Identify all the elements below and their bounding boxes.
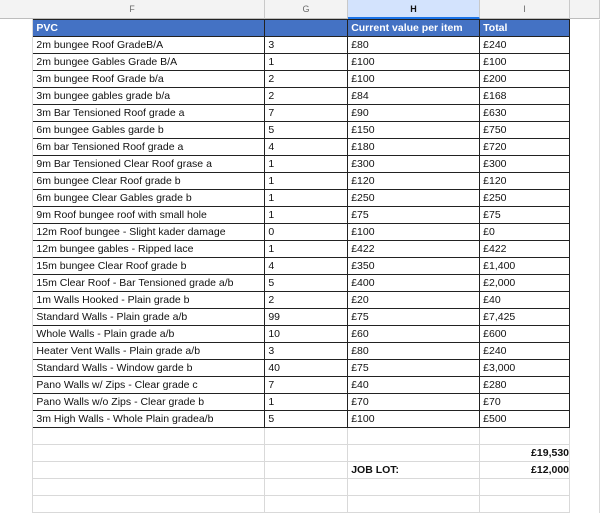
cell[interactable] (570, 258, 600, 275)
cell[interactable] (0, 462, 33, 479)
value-cell[interactable]: £60 (348, 326, 480, 343)
table-row (0, 207, 600, 224)
qty-cell[interactable]: 1 (265, 54, 348, 71)
cell[interactable] (570, 428, 600, 445)
value-cell[interactable]: £100 (348, 54, 480, 71)
qty-cell[interactable]: 0 (265, 224, 348, 241)
qty-cell[interactable]: 2 (265, 71, 348, 88)
qty-cell[interactable]: 5 (265, 275, 348, 292)
total-cell[interactable]: £280 (480, 377, 570, 394)
item-cell[interactable]: 6m bungee Gables garde b (33, 122, 265, 139)
empty-row (0, 428, 600, 445)
cell[interactable] (570, 37, 600, 54)
total-cell[interactable]: £3,000 (480, 360, 570, 377)
table-row (0, 394, 600, 411)
item-cell[interactable]: 6m bungee Clear Roof grade b (33, 173, 265, 190)
cell[interactable] (0, 173, 33, 190)
table-row (0, 411, 600, 428)
table-row (0, 241, 600, 258)
qty-cell[interactable]: 10 (265, 326, 348, 343)
table-row (0, 54, 600, 71)
total-cell[interactable]: £200 (480, 71, 570, 88)
header-item[interactable]: PVC (33, 20, 265, 37)
value-cell[interactable]: £84 (348, 88, 480, 105)
cell[interactable] (570, 173, 600, 190)
item-cell[interactable]: 15m Clear Roof - Bar Tensioned grade a/b (33, 275, 265, 292)
header-qty[interactable] (265, 20, 348, 37)
qty-cell[interactable]: 40 (265, 360, 348, 377)
job-lot-value[interactable]: £12,000 (480, 462, 570, 479)
cell[interactable] (570, 343, 600, 360)
cell[interactable] (265, 428, 348, 445)
cell[interactable] (570, 71, 600, 88)
header-total[interactable]: Total (480, 20, 570, 37)
table-row (0, 105, 600, 122)
total-cell[interactable]: £40 (480, 292, 570, 309)
value-cell[interactable]: £90 (348, 105, 480, 122)
cell[interactable] (570, 88, 600, 105)
table-row (0, 326, 600, 343)
cell[interactable] (480, 496, 570, 513)
item-cell[interactable]: 1m Walls Hooked - Plain grade b (33, 292, 265, 309)
item-cell[interactable]: Whole Walls - Plain grade a/b (33, 326, 265, 343)
item-cell[interactable]: Heater Vent Walls - Plain grade a/b (33, 343, 265, 360)
total-cell[interactable]: £100 (480, 54, 570, 71)
total-cell[interactable]: £250 (480, 190, 570, 207)
cell[interactable] (0, 377, 33, 394)
total-cell[interactable]: £720 (480, 139, 570, 156)
value-cell[interactable]: £100 (348, 411, 480, 428)
value-cell[interactable]: £100 (348, 224, 480, 241)
qty-cell[interactable]: 1 (265, 241, 348, 258)
item-cell[interactable]: 2m bungee Roof GradeB/A (33, 37, 265, 54)
cell[interactable] (570, 156, 600, 173)
cell[interactable] (570, 462, 600, 479)
cell[interactable] (0, 139, 33, 156)
qty-cell[interactable]: 1 (265, 190, 348, 207)
item-cell[interactable]: Standard Walls - Plain grade a/b (33, 309, 265, 326)
column-header-f[interactable]: F (0, 0, 265, 19)
table-row (0, 292, 600, 309)
cell[interactable] (570, 241, 600, 258)
table-row (0, 71, 600, 88)
item-cell[interactable]: 9m Roof bungee roof with small hole (33, 207, 265, 224)
empty-row (0, 496, 600, 513)
cell[interactable] (265, 445, 348, 462)
cell[interactable] (570, 190, 600, 207)
qty-cell[interactable]: 99 (265, 309, 348, 326)
cell[interactable] (0, 428, 33, 445)
qty-cell[interactable]: 4 (265, 258, 348, 275)
data-table (0, 19, 600, 513)
cell[interactable] (0, 190, 33, 207)
cell[interactable] (570, 20, 600, 37)
total-cell[interactable]: £630 (480, 105, 570, 122)
item-cell[interactable]: 12m Roof bungee - Slight kader damage (33, 224, 265, 241)
cell[interactable] (265, 462, 348, 479)
cell[interactable] (0, 394, 33, 411)
qty-cell[interactable]: 5 (265, 411, 348, 428)
cell[interactable] (570, 139, 600, 156)
item-cell[interactable]: Standard Walls - Window garde b (33, 360, 265, 377)
column-header-h[interactable]: H (348, 0, 480, 19)
job-lot-label[interactable]: JOB LOT: (348, 462, 480, 479)
cell[interactable] (0, 122, 33, 139)
total-cell[interactable]: £168 (480, 88, 570, 105)
cell[interactable] (0, 20, 33, 37)
sum-row (0, 445, 600, 462)
table-header-row (0, 20, 600, 37)
cell[interactable] (480, 428, 570, 445)
qty-cell[interactable]: 1 (265, 173, 348, 190)
value-cell[interactable]: £75 (348, 309, 480, 326)
header-value[interactable]: Current value per item (348, 20, 480, 37)
item-cell[interactable]: 2m bungee Gables Grade B/A (33, 54, 265, 71)
cell[interactable] (33, 428, 265, 445)
cell[interactable] (570, 479, 600, 496)
value-cell[interactable]: £75 (348, 360, 480, 377)
cell[interactable] (570, 394, 600, 411)
item-cell[interactable]: 6m bungee Clear Gables grade b (33, 190, 265, 207)
value-cell[interactable]: £422 (348, 241, 480, 258)
item-cell[interactable]: 15m bungee Clear Roof grade b (33, 258, 265, 275)
table-row (0, 37, 600, 54)
value-cell[interactable]: £75 (348, 207, 480, 224)
qty-cell[interactable]: 4 (265, 139, 348, 156)
item-cell[interactable]: 12m bungee gables - Ripped lace (33, 241, 265, 258)
value-cell[interactable]: £70 (348, 394, 480, 411)
table-row (0, 309, 600, 326)
value-cell[interactable]: £400 (348, 275, 480, 292)
total-cell[interactable]: £240 (480, 343, 570, 360)
total-cell[interactable]: £300 (480, 156, 570, 173)
cell[interactable] (480, 479, 570, 496)
table-row (0, 190, 600, 207)
qty-cell[interactable]: 3 (265, 37, 348, 54)
item-cell[interactable]: 9m Bar Tensioned Clear Roof grase a (33, 156, 265, 173)
cell[interactable] (570, 122, 600, 139)
table-row (0, 173, 600, 190)
cell[interactable] (33, 445, 265, 462)
value-cell[interactable]: £180 (348, 139, 480, 156)
cell[interactable] (0, 105, 33, 122)
item-cell[interactable]: 3m bungee gables grade b/a (33, 88, 265, 105)
total-cell[interactable]: £70 (480, 394, 570, 411)
cell[interactable] (0, 326, 33, 343)
cell[interactable] (570, 445, 600, 462)
job-lot-row (0, 462, 600, 479)
value-cell[interactable]: £80 (348, 343, 480, 360)
table-row (0, 258, 600, 275)
sum-total-cell[interactable]: £19,530 (480, 445, 570, 462)
cell[interactable] (570, 207, 600, 224)
qty-cell[interactable]: 5 (265, 122, 348, 139)
table-row (0, 377, 600, 394)
column-header-i[interactable]: I (480, 0, 570, 19)
cell[interactable] (0, 156, 33, 173)
total-cell[interactable]: £7,425 (480, 309, 570, 326)
cell[interactable] (570, 309, 600, 326)
table-row (0, 139, 600, 156)
value-cell[interactable]: £40 (348, 377, 480, 394)
qty-cell[interactable]: 2 (265, 292, 348, 309)
qty-cell[interactable]: 7 (265, 105, 348, 122)
item-cell[interactable]: Pano Walls w/ Zips - Clear grade c (33, 377, 265, 394)
value-cell[interactable]: £300 (348, 156, 480, 173)
value-cell[interactable]: £20 (348, 292, 480, 309)
cell[interactable] (570, 224, 600, 241)
cell[interactable] (0, 496, 33, 513)
cell[interactable] (348, 479, 480, 496)
cell[interactable] (0, 207, 33, 224)
cell[interactable] (0, 224, 33, 241)
cell[interactable] (33, 462, 265, 479)
item-cell[interactable]: 6m bar Tensioned Roof grade a (33, 139, 265, 156)
cell[interactable] (0, 360, 33, 377)
total-cell[interactable]: £240 (480, 37, 570, 54)
cell[interactable] (265, 496, 348, 513)
qty-cell[interactable]: 7 (265, 377, 348, 394)
qty-cell[interactable]: 1 (265, 394, 348, 411)
cell[interactable] (0, 309, 33, 326)
total-cell[interactable]: £0 (480, 224, 570, 241)
total-cell[interactable]: £2,000 (480, 275, 570, 292)
cell[interactable] (570, 496, 600, 513)
cell[interactable] (265, 479, 348, 496)
table-row (0, 343, 600, 360)
cell[interactable] (570, 360, 600, 377)
qty-cell[interactable]: 2 (265, 88, 348, 105)
qty-cell[interactable]: 1 (265, 156, 348, 173)
cell[interactable] (0, 37, 33, 54)
table-row (0, 275, 600, 292)
cell[interactable] (570, 54, 600, 71)
table-row (0, 122, 600, 139)
cell[interactable] (570, 411, 600, 428)
column-header-next[interactable] (570, 0, 600, 19)
total-cell[interactable]: £120 (480, 173, 570, 190)
cell[interactable] (570, 105, 600, 122)
total-cell[interactable]: £422 (480, 241, 570, 258)
item-cell[interactable]: 3m High Walls - Whole Plain gradea/b (33, 411, 265, 428)
table-row (0, 360, 600, 377)
item-cell[interactable]: Pano Walls w/o Zips - Clear grade b (33, 394, 265, 411)
cell[interactable] (0, 258, 33, 275)
value-cell[interactable]: £100 (348, 71, 480, 88)
cell[interactable] (0, 479, 33, 496)
total-cell[interactable]: £75 (480, 207, 570, 224)
qty-cell[interactable]: 1 (265, 207, 348, 224)
cell[interactable] (348, 428, 480, 445)
total-cell[interactable]: £1,400 (480, 258, 570, 275)
value-cell[interactable]: £120 (348, 173, 480, 190)
item-cell[interactable]: 3m Bar Tensioned Roof grade a (33, 105, 265, 122)
cell[interactable] (0, 241, 33, 258)
value-cell[interactable]: £350 (348, 258, 480, 275)
cell[interactable] (570, 377, 600, 394)
empty-row (0, 479, 600, 496)
item-cell[interactable]: 3m bungee Roof Grade b/a (33, 71, 265, 88)
cell[interactable] (0, 445, 33, 462)
value-cell[interactable]: £80 (348, 37, 480, 54)
cell[interactable] (0, 292, 33, 309)
value-cell[interactable]: £250 (348, 190, 480, 207)
cell[interactable] (0, 275, 33, 292)
total-cell[interactable]: £600 (480, 326, 570, 343)
cell[interactable] (570, 326, 600, 343)
cell[interactable] (0, 411, 33, 428)
cell[interactable] (348, 496, 480, 513)
cell[interactable] (33, 479, 265, 496)
cell[interactable] (570, 275, 600, 292)
total-cell[interactable]: £750 (480, 122, 570, 139)
cell[interactable] (348, 445, 480, 462)
table-row (0, 224, 600, 241)
cell[interactable] (0, 71, 33, 88)
qty-cell[interactable]: 3 (265, 343, 348, 360)
cell[interactable] (33, 496, 265, 513)
table-row (0, 88, 600, 105)
cell[interactable] (0, 88, 33, 105)
cell[interactable] (570, 292, 600, 309)
column-header-g[interactable]: G (265, 0, 348, 19)
cell[interactable] (0, 343, 33, 360)
table-row (0, 156, 600, 173)
cell[interactable] (0, 54, 33, 71)
total-cell[interactable]: £500 (480, 411, 570, 428)
value-cell[interactable]: £150 (348, 122, 480, 139)
